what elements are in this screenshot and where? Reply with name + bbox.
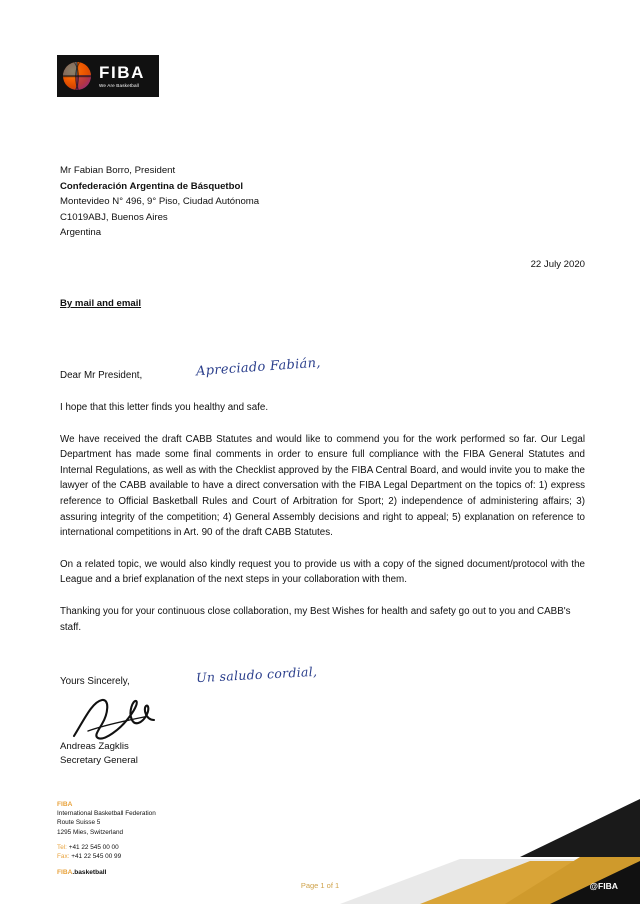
recipient-name: Mr Fabian Borro, President (60, 165, 176, 176)
salutation: Dear Mr President, (60, 370, 143, 381)
logo-tagline: We Are Basketball (99, 82, 139, 88)
recipient-organization: Confederación Argentina de Básquetbol (60, 180, 244, 192)
logo-wordmark: FIBA (99, 62, 146, 82)
footer-contact (57, 800, 156, 877)
letter-body (60, 400, 585, 651)
footer-fax-value: +41 22 545 00 99 (71, 853, 122, 861)
recipient-street: Montevideo N° 496, 9° Piso, Ciudad Autónoma (60, 196, 260, 207)
footer-website-brand: FIBA (57, 869, 73, 877)
recipient-city: C1019ABJ, Buenos Aires (60, 211, 168, 223)
footer-website[interactable] (57, 868, 156, 877)
body-paragraph-4: Thanking you for your continuous close collaboration, my Best Wishes for health and safety go out to you and CABB's staff. (60, 605, 571, 633)
footer-tel-value: +41 22 545 00 00 (68, 843, 119, 851)
footer-street: Route Suisse 5 (57, 819, 101, 827)
handwritten-closing: Un saludo cordial, (195, 663, 318, 686)
page-indicator: Page 1 of 1 (300, 881, 340, 890)
recipient-country: Argentina (60, 227, 102, 238)
body-paragraph-2: We have received the draft CABB Statutes and would like to commend you for the work performed so far. Our Legal Department has made some final comments in order to ensure full compliance with the FIBA General Statutes and Internal Regulations, as well as with the Checklist approved by the FIBA Central Board, and would invite you to make the lawyer of the CABB available to have a direct conversation with the FIBA Legal Department on the topics of: 1) express reference to Official Basketball Rules and Court of Arbitration for Sport; 2) independence of administering affairs; 3) assuring integrity of the competition; 4) General Assembly decisions and right to appeal; 5) explanation on reference to international competitions in Art. 90 of the draft CABB Statutes. (60, 433, 585, 539)
delivery-note: By mail and email (60, 298, 142, 309)
footer-city: 1295 Mies, Switzerland (57, 828, 124, 836)
fiba-logo (57, 55, 159, 97)
signer-title: Secretary General (60, 755, 138, 766)
footer-fax-label: Fax: (57, 853, 70, 861)
closing-line: Yours Sincerely, (60, 676, 130, 687)
fiba-footer-mark: @FIBA (589, 881, 618, 891)
letter-date: 22 July 2020 (530, 259, 585, 270)
footer-website-suffix: .basketball (72, 869, 107, 877)
footer-org-full: International Basketball Federation (57, 810, 156, 818)
fiba-ball-icon (63, 62, 91, 90)
signer-block (60, 740, 138, 768)
footer-org-short: FIBA (57, 801, 73, 808)
handwritten-greeting: Apreciado Fabián, (195, 355, 322, 380)
body-paragraph-3: On a related topic, we would also kindly request you to provide us with a copy of the signed document/protocol with the League and a brief explanation of the next steps in your collaboration with them. (60, 558, 585, 586)
body-paragraph-1: I hope that this letter finds you healthy and safe. (60, 402, 269, 413)
recipient-address (60, 163, 259, 241)
footer-tel-label: Tel: (57, 843, 67, 851)
signer-name: Andreas Zagklis (60, 741, 129, 752)
